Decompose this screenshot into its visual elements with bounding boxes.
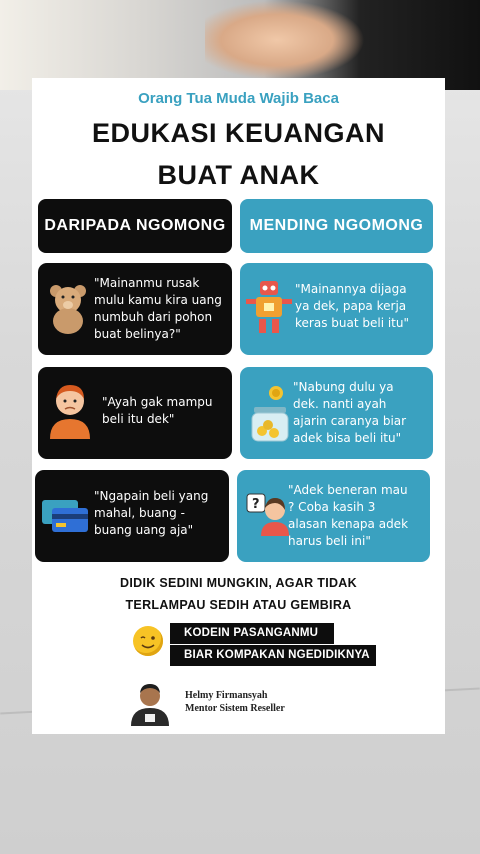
column-header-left: DARIPADA NGOMONG	[38, 199, 232, 253]
credit-cards-icon	[40, 498, 90, 541]
column-header-right: MENDING NGOMONG	[240, 199, 433, 253]
footer-line-2: TERLAMPAU SEDIH ATAU GEMBIRA	[125, 598, 352, 612]
infographic-card	[32, 78, 445, 734]
background-child-photo	[205, 0, 365, 80]
bubble-right-1-text: "Mainannya dijaga ya dek, papa kerja keras buat beli itu"	[295, 282, 409, 330]
title-line-2: BUAT ANAK	[157, 160, 320, 190]
bubble-left-3	[35, 470, 229, 562]
bubble-left-1	[38, 263, 232, 355]
bubble-right-2	[240, 367, 433, 459]
bubble-left-2	[38, 367, 232, 459]
bubble-left-1-text: "Mainanmu rusak mulu kamu kira uang numbuh dari pohon buat belinya?"	[94, 276, 222, 341]
svg-text:?: ?	[252, 497, 260, 512]
teddy-bear-icon	[48, 283, 88, 340]
smiley-wink-icon	[133, 626, 163, 656]
bubble-left-3-text: "Ngapain beli yang mahal, buang - buang uang aja"	[94, 489, 209, 537]
title-line-1: EDUKASI KEUANGAN	[91, 118, 386, 148]
author-avatar	[121, 680, 179, 726]
robot-toy-icon	[246, 279, 292, 344]
bubble-left-2-text: "Ayah gak mampu beli itu dek"	[102, 395, 213, 426]
bubble-right-3	[237, 470, 430, 562]
bubble-right-2-text: "Nabung dulu ya dek. nanti ayah ajarin caranya biar adek bisa beli itu"	[293, 380, 407, 445]
author-name: Helmy Firmansyah	[185, 690, 268, 701]
subtitle: Orang Tua Muda Wajib Baca	[138, 90, 339, 107]
footer-line-1: DIDIK SEDINI MUNGKIN, AGAR TIDAK	[120, 576, 357, 590]
tag-kodein-pasanganmu: KODEIN PASANGANMU	[170, 623, 334, 644]
bubble-right-3-text: "Adek beneran mau ? Coba kasih 3 alasan kenapa adek harus beli ini"	[288, 483, 409, 548]
tag-kompakan-mendidik: BIAR KOMPAKAN NGEDIDIKNYA	[170, 645, 376, 666]
question-person-icon	[245, 490, 291, 541]
author-role: Mentor Sistem Reseller	[185, 703, 285, 714]
savings-jar-icon	[248, 385, 292, 448]
sad-person-icon	[46, 381, 94, 444]
bubble-right-1	[240, 263, 433, 355]
